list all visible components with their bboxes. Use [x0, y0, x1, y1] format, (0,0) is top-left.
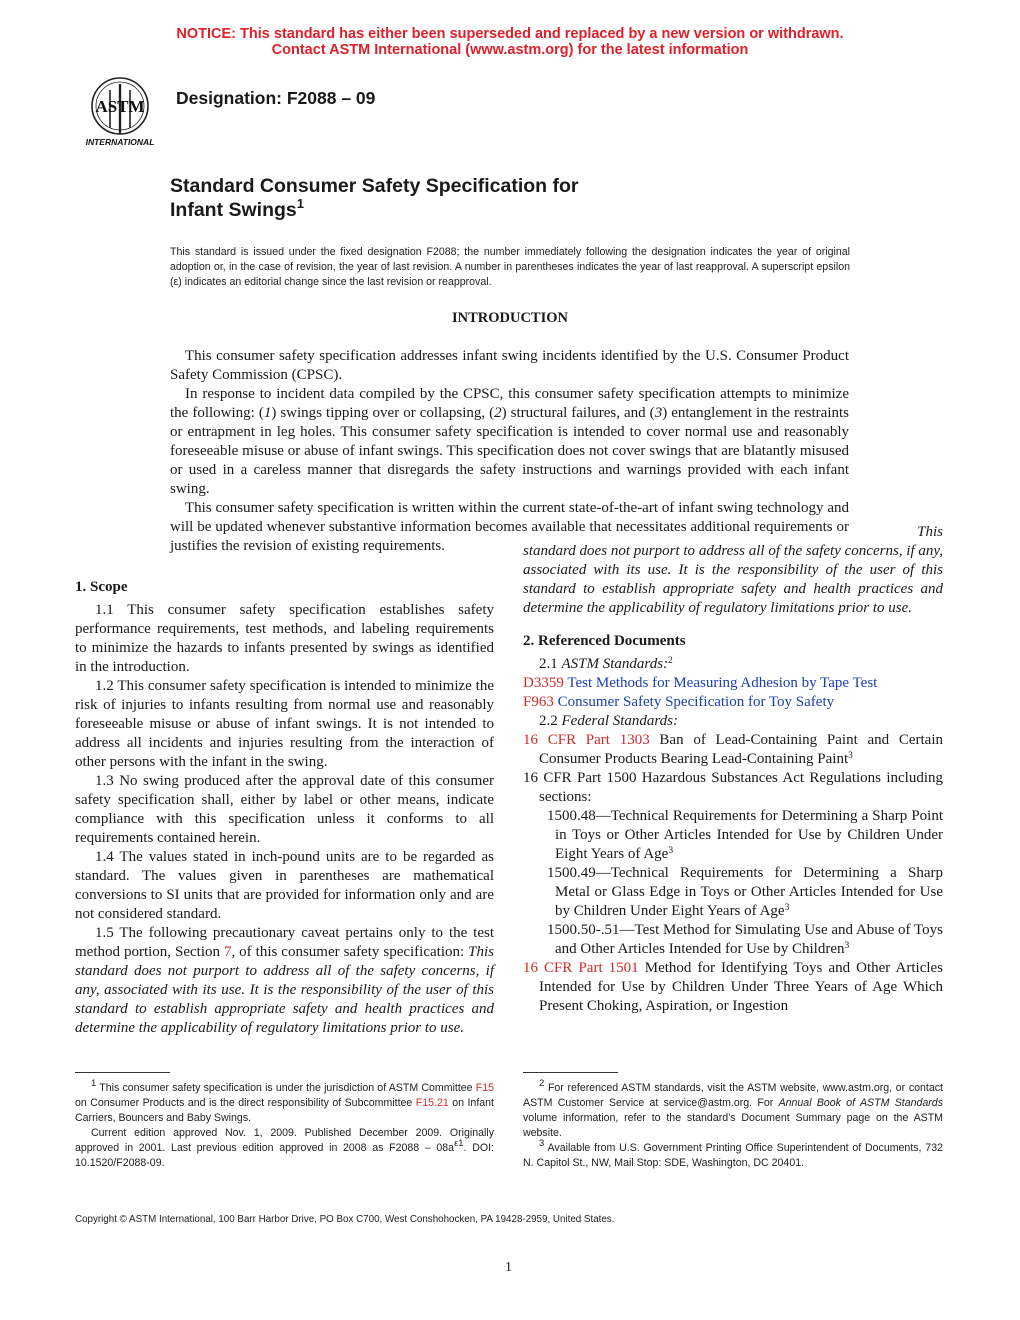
footnote-1-edition: Current edition approved Nov. 1, 2009. Published December 2009. Originally approved in 2001. Last previous edition approved in 2008 as $F2088 - 08a^{\varepsilon 1}$. DOI: 10.1520/F2088-09.: [75, 1127, 494, 1169]
title-line-1: Standard Consumer Safety Specification for: [170, 175, 579, 197]
scope-1-3: 1.3 No swing produced after the approval date of this consumer safety specification shall, either by label or other means, indicate compliance with this specification unless it conforms to all requirements contained herein.: [75, 773, 494, 846]
cfr-1501-link[interactable]: 16 CFR Part 1501: [523, 960, 639, 976]
committee-f15-link[interactable]: F15: [475, 1082, 494, 1094]
ref-f963[interactable]: [523, 693, 943, 712]
intro-paragraph-3: This consumer safety specification is written within the current state-of-the-art of infant swing technology and will be updated whenever substantive information becomes available that necessitates additional requirements or justifies the revision of existing requirements.: [170, 500, 849, 554]
scope-heading: 1. Scope: [75, 579, 128, 595]
ref-1500-49: 1500.49—Technical Requirements for Determining a Sharp Metal or Glass Edge in Toys or Other Articles Intended for Use by Children Under Eight Years of Age$^3$: [547, 865, 943, 919]
introduction-heading: INTRODUCTION: [451, 310, 568, 326]
intro-paragraph-2: In response to incident data compiled by the CPSC, this consumer safety specification attempts to minimize the following: (1) swings tipping over or collapsing, (2) structural failures, and (3) entanglement in the restraints or entrapment in leg holes. This consumer safety specification is intended to cover normal use and reasonably foreseeable misuse or abuse of infant swings. This specification does not cover swings that are blatantly misused or used in a careless manner that disregards the safety instructions and warnings provided with each infant swing.: [170, 386, 849, 497]
footnote-rule-right: [523, 1072, 618, 1073]
logo-caption: INTERNATIONAL: [85, 137, 155, 147]
footnote-2: $^2$ For referenced ASTM standards, visit the ASTM website, www.astm.org, or contact ASTM Customer Service at service@astm.org. For Annual Book of ASTM Standards volume information, refer to the standard’s Document Summary page on the ASTM website.: [523, 1078, 943, 1139]
copyright-line: Copyright © ASTM International, 100 Barr Harbor Drive, PO Box C700, West Conshohocken, PA 19428-2959, United States.: [75, 1214, 615, 1225]
ref-16cfr-1501: 16 CFR Part 1501 Method for Identifying Toys and Other Articles Intended for Use by Children Under Three Years of Age Which Present Choking, Aspiration, or Ingestion: [523, 960, 944, 1014]
footnote-1: $^1$ This consumer safety specification is under the jurisdiction of ASTM Committee F15 on Consumer Products and is the direct responsibility of Subcommittee F15.21 on Infant Carriers, Bouncers and Baby Swings.: [75, 1078, 494, 1124]
d3359-code-link[interactable]: D3359: [523, 675, 564, 691]
ref-d3359[interactable]: [523, 674, 943, 693]
federal-standards-label: 2.2 Federal Standards:: [539, 713, 679, 729]
title-footnote-ref[interactable]: 1: [296, 196, 304, 211]
scope-1-5: 1.5 The following precautionary caveat pertains only to the test method portion, Section 7, of this consumer safety specification: This standard does not purport to address all of the safety concerns, if any, associated with its use. It is the responsibility of the user of this standard to establish appropriate safety and health practices and determine the applicability of regulatory limitations prior to use.: [75, 925, 494, 1036]
footnote-rule-left: [75, 1072, 170, 1073]
scope-1-1: 1.1 This consumer safety specification establishes safety performance requirements, test methods, and labeling requirements to minimize the hazards to infants presented by swings as identified in the introduction.: [75, 602, 494, 675]
scope-1-2: 1.2 This consumer safety specification is intended to minimize the risk of injuries to infants resulting from normal use and reasonably foreseeable misuse or abuse of infant swings. It is not intended to address all incidents and injuries resulting from the interaction of other persons with the infant in the swing.: [75, 678, 494, 770]
f963-title-link[interactable]: Consumer Safety Specification for Toy Safety: [557, 694, 835, 710]
subcommittee-f15-21-link[interactable]: F15.21: [415, 1097, 449, 1109]
astm-logo: [78, 76, 162, 148]
scope-1-5-caveat: This standard does not purport to address all of the safety concerns, if any, associated with its use. It is the responsibility of the user of this standard to establish appropriate safety and health practices and determine the applicability of regulatory limitations prior to use.: [75, 944, 494, 1036]
referenced-heading: 2. Referenced Documents: [523, 633, 686, 649]
notice-line-2: Contact ASTM International (www.astm.org) for the latest information: [271, 42, 749, 58]
notice-line-1: NOTICE: This standard has either been superseded and replaced by a new version or withdrawn.: [176, 26, 844, 42]
d3359-title-link[interactable]: Test Methods for Measuring Adhesion by Tape Test: [567, 675, 878, 691]
logo-mark: ASTM: [95, 97, 145, 116]
title-line-2: Infant Swings: [170, 199, 297, 221]
referenced-documents-section: [523, 632, 943, 1016]
f963-code-link[interactable]: F963: [523, 694, 554, 710]
issued-note: This standard is issued under the fixed designation F2088; the number immediately following the designation indicates the year of original adoption or, in the case of revision, the year of last revision. A number in parentheses indicates the year of last reapproval. A superscript epsilon (ε) indicates an editorial change since the last revision or reapproval.: [170, 246, 850, 288]
scope-section: [75, 578, 494, 1036]
ref-1500-48: 1500.48—Technical Requirements for Determining a Sharp Point in Toys or Other Articles Intended for Use by Children Under Eight Years of Age$^3$: [547, 808, 943, 862]
section-7-link[interactable]: 7: [223, 944, 232, 960]
astm-standards-label: 2.1 ASTM Standards:$^2$: [539, 656, 673, 672]
scope-1-5-continued: This standard does not purport to address all of the safety concerns, if any, associated with its use. It is the responsibility of the user of this standard to establish appropriate safety and health practices and determine the applicability of regulatory limitations prior to use.: [523, 524, 944, 616]
intro-paragraph-1: This consumer safety specification addresses infant swing incidents identified by the U.S. Consumer Product Safety Commission (CPSC).: [170, 348, 849, 383]
ref-1500-50: 1500.50-.51—Test Method for Simulating Use and Abuse of Toys and Other Articles Intended for Use by Children$^3$: [547, 922, 943, 957]
footnotes-left: [75, 1078, 494, 1171]
cfr-1303-link[interactable]: 16 CFR Part 1303: [523, 732, 650, 748]
document-title: [170, 174, 579, 222]
page-number: 1: [505, 1260, 512, 1275]
ref-16cfr-1303: 16 CFR Part 1303 Ban of Lead-Containing Paint and Certain Consumer Products Bearing Lead-Containing Paint$^3$: [523, 732, 943, 767]
footnote-3: $^3$ Available from U.S. Government Printing Office Superintendent of Documents, 732 N. Capitol St., NW, Mail Stop: SDE, Washington, DC 20401.: [523, 1138, 943, 1169]
ref-16cfr-1500: 16 CFR Part 1500 Hazardous Substances Act Regulations including sections:: [523, 770, 943, 805]
scope-1-4: 1.4 The values stated in inch-pound units are to be regarded as standard. The values given in parentheses are mathematical conversions to SI units that are provided for information only and are not considered standard.: [75, 849, 494, 922]
footnotes-right: [523, 1078, 943, 1171]
designation: Designation: F2088 – 09: [176, 88, 376, 108]
